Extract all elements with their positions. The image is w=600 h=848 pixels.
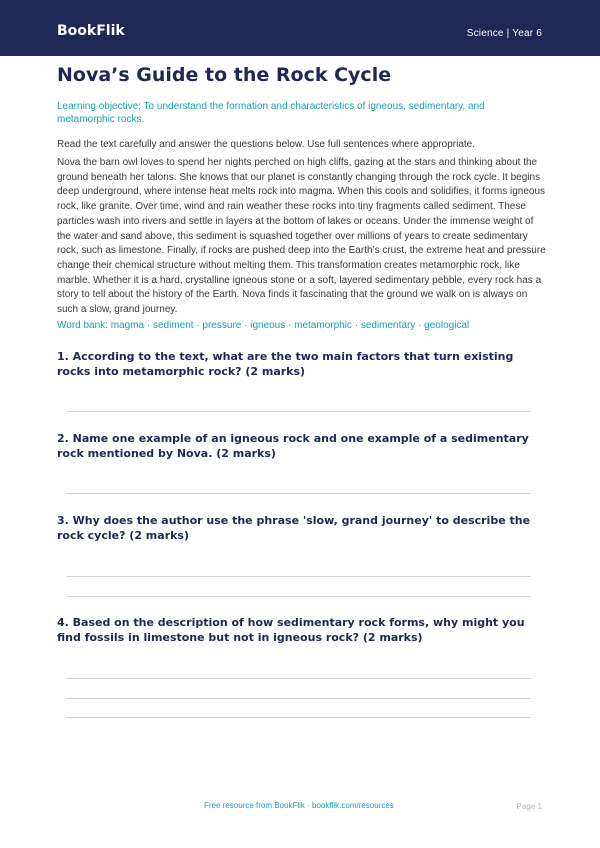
answer-line[interactable] [67, 596, 531, 597]
answer-line[interactable] [67, 698, 531, 699]
learning-objective: Learning objective: To understand the formation and characteristics of igneous, sedimentary, and metamorphic rocks. [57, 101, 485, 125]
instructions: Read the text carefully and answer the questions below. Use full sentences where appropriate. [57, 139, 476, 150]
footer-resource-link[interactable]: Free resource from BookFlik · bookflik.com/resources [204, 801, 394, 810]
answer-line[interactable] [67, 493, 531, 494]
word-bank: Word bank: magma · sediment · pressure · igneous · metamorphic · sedimentary · geological [57, 320, 470, 331]
question-1: 1. According to the text, what are the two main factors that turn existing rocks into metamorphic rock? (2 marks) [57, 350, 514, 378]
answer-line[interactable] [67, 717, 531, 718]
answer-line[interactable] [67, 576, 531, 577]
header-bar [0, 0, 600, 56]
question-3: 3. Why does the author use the phrase 'slow, grand journey' to describe the rock cycle? (2 marks) [57, 514, 531, 542]
subject-label: Science | Year 6 [466, 28, 542, 39]
reading-passage: Nova the barn owl loves to spend her nights perched on high cliffs, gazing at the stars and thinking about the ground beneath her talons. She knows that our planet is constantly changing through the rock cycle. It begins deep underground, where intense heat melts rock into magma. When this cools and solidifies, it forms igneous rock, like granite. Over time, wind and rain weather these rocks into tiny fragments called sediment. These particles wash into rivers and settle in layers at the bottom of lakes or oceans. Under the immense weight of the water and sand above, this sediment is squashed together over millions of years to create sedimentary rock, such as limestone. Finally, if rocks are pushed deep into the Earth’s crust, the extreme heat and pressure change their chemical structure without melting them. This transformation creates metamorphic rock, like marble. Whether it is a hard, crystalline igneous stone or a soft, layered sedimentary pebble, every rock has a story to tell about the history of the Earth. Nova finds it fascinating that the ground we walk on is always on such a slow, grand journey. [57, 157, 546, 316]
answer-line[interactable] [67, 411, 531, 412]
question-2: 2. Name one example of an igneous rock and one example of a sedimentary rock mentioned by Nova. (2 marks) [57, 432, 529, 460]
answer-line[interactable] [67, 678, 531, 679]
brand-logo: BookFlik [57, 23, 125, 39]
question-4: 4. Based on the description of how sedimentary rock forms, why might you find fossils in limestone but not in igneous rock? (2 marks) [57, 616, 525, 644]
page-title: Nova’s Guide to the Rock Cycle [57, 64, 392, 86]
page-number: Page 1 [516, 802, 542, 811]
